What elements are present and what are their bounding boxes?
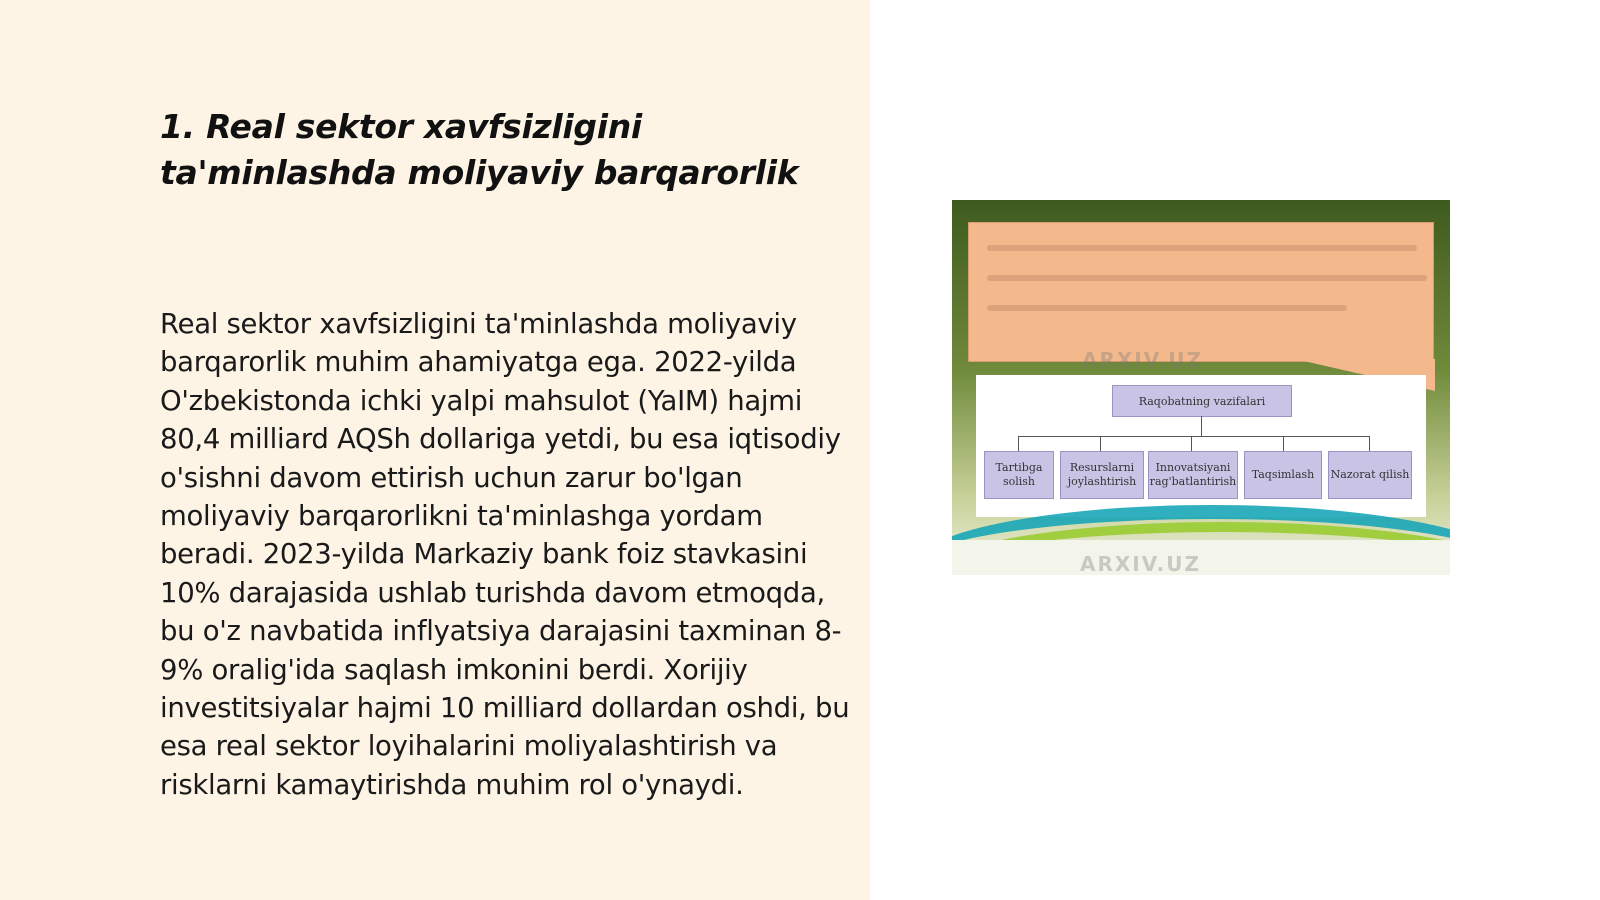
slide-body-text: Real sektor xavfsizligini ta'minlashda moliyaviy barqarorlik muhim ahamiyatga ega. 2022-yilda O'zbekistonda ichki yalpi mahsulot (YaIM) hajmi 80,4 milliard AQSh dollariga yetdi, bu esa iqtisodiy o'sishni davom ettirish uchun zarur bo'lgan moliyaviy barqarorlikni ta'minlashga yordam beradi. 2023-yilda Markaziy bank foiz stavkasini 10% darajasida ushlab turishda davom etmoqda, bu o'z navbatida inflyatsiya darajasini taxminan 8-9% oralig'ida saqlash imkonini berdi. Xorijiy investitsiyalar hajmi 10 milliard dollardan oshdi, bu esa real sektor loyihalarini moliyalashtirish va risklarni kamaytirishda muhim rol o'ynaydi. bbox=[160, 308, 850, 801]
connector-line bbox=[1369, 436, 1370, 451]
diagram-root-node: Raqobatning vazifalari bbox=[1112, 385, 1292, 417]
slide-title: 1. Real sektor xavfsizligini ta'minlashda moliyaviy barqarorlik bbox=[160, 107, 799, 192]
connector-line bbox=[1283, 436, 1284, 451]
callout-text-line bbox=[987, 275, 1427, 281]
callout-text-line bbox=[987, 245, 1417, 251]
watermark: ARXIV.UZ bbox=[1080, 552, 1201, 575]
callout-text-line bbox=[987, 305, 1347, 311]
connector-line bbox=[1018, 436, 1369, 437]
diagram-node: Innovatsiyani rag'batlantirish bbox=[1148, 451, 1238, 499]
callout-box bbox=[968, 222, 1434, 362]
connector-line bbox=[1100, 436, 1101, 451]
connector-line bbox=[1191, 436, 1192, 451]
connector-line bbox=[1018, 436, 1019, 451]
diagram-node: Nazorat qilish bbox=[1328, 451, 1412, 499]
diagram-node: Taqsimlash bbox=[1244, 451, 1322, 499]
diagram-node: Tartibga solish bbox=[984, 451, 1054, 499]
org-diagram bbox=[976, 375, 1426, 517]
diagram-image bbox=[952, 200, 1450, 575]
watermark: ARXIV.UZ bbox=[1082, 348, 1203, 372]
connector-line bbox=[1201, 416, 1202, 436]
diagram-node: Resurslarni joylashtirish bbox=[1060, 451, 1144, 499]
figure-footer bbox=[952, 540, 1450, 575]
